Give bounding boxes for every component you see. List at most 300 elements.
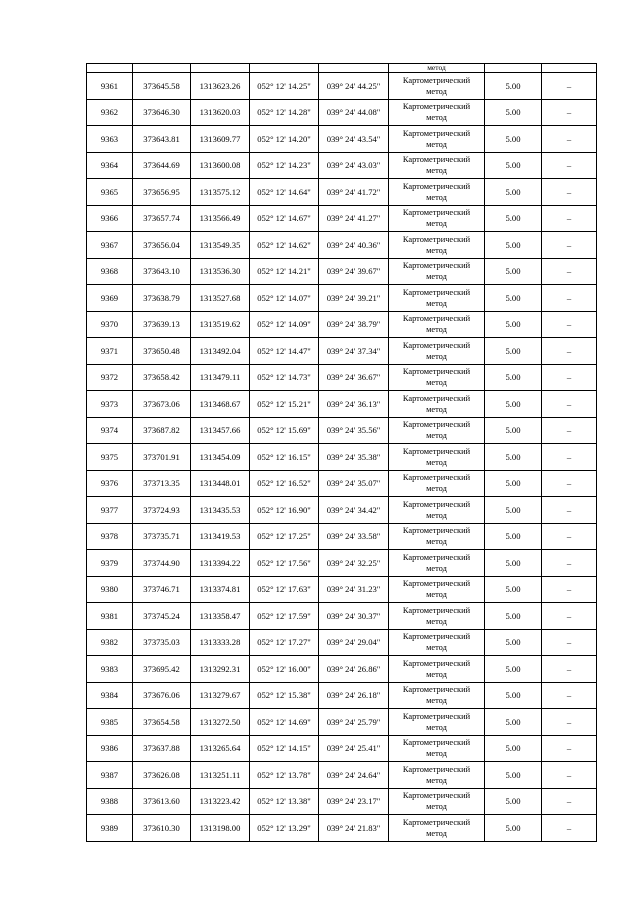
cell-accuracy: 5.00 xyxy=(485,417,542,444)
cell-x: 373673.06 xyxy=(133,391,191,418)
cell-x: 373637.88 xyxy=(133,735,191,762)
cell-number: 9380 xyxy=(87,576,133,603)
cell-y: 1313600.08 xyxy=(191,152,250,179)
cell-latitude: 052° 12' 14.28" xyxy=(250,99,319,126)
method-line-1: Картометрический xyxy=(402,526,471,536)
cell-x: 373610.30 xyxy=(133,815,191,842)
cell-number: 9361 xyxy=(87,73,133,100)
table-row xyxy=(87,470,597,497)
cell-y: 1313549.35 xyxy=(191,232,250,259)
cell-number: 9373 xyxy=(87,391,133,418)
cell-method xyxy=(389,126,485,153)
method-line-2: метод xyxy=(426,590,447,600)
method-line-2: метод xyxy=(426,219,447,229)
cell-method xyxy=(389,656,485,683)
cell-accuracy: 5.00 xyxy=(485,73,542,100)
cell-latitude: 052° 12' 14.69" xyxy=(250,709,319,736)
cell-note: – xyxy=(542,258,597,285)
cell-y xyxy=(191,64,250,73)
method-line-2: метод xyxy=(426,696,447,706)
cell-latitude: 052° 12' 14.67" xyxy=(250,205,319,232)
method-line-2: метод xyxy=(426,775,447,785)
cell-accuracy: 5.00 xyxy=(485,444,542,471)
cell-method xyxy=(389,815,485,842)
cell-y: 1313527.68 xyxy=(191,285,250,312)
cell-x: 373687.82 xyxy=(133,417,191,444)
cell-y: 1313457.66 xyxy=(191,417,250,444)
cell-latitude xyxy=(250,64,319,73)
cell-accuracy: 5.00 xyxy=(485,258,542,285)
cell-number: 9372 xyxy=(87,364,133,391)
cell-y: 1313374.81 xyxy=(191,576,250,603)
cell-y: 1313620.03 xyxy=(191,99,250,126)
method-line-2: метод xyxy=(426,325,447,335)
cell-longitude: 039° 24' 44.25" xyxy=(319,73,389,100)
method-line-1: Картометрический xyxy=(402,738,471,748)
cell-number: 9383 xyxy=(87,656,133,683)
method-line-1: Картометрический xyxy=(402,75,471,85)
cell-note: – xyxy=(542,417,597,444)
cell-number: 9388 xyxy=(87,788,133,815)
cell-number: 9369 xyxy=(87,285,133,312)
table-row xyxy=(87,73,597,100)
cell-number: 9363 xyxy=(87,126,133,153)
cell-latitude: 052° 12' 14.25" xyxy=(250,73,319,100)
cell-note: – xyxy=(542,285,597,312)
method-line-2: метод xyxy=(426,272,447,282)
method-line-1: Картометрический xyxy=(402,181,471,191)
method-line-2: метод xyxy=(426,245,447,255)
method-line-2: метод xyxy=(426,643,447,653)
cell-latitude: 052° 12' 17.27" xyxy=(250,629,319,656)
cell-method xyxy=(389,444,485,471)
cell-method xyxy=(389,470,485,497)
cell-note: – xyxy=(542,603,597,630)
cell-note: – xyxy=(542,762,597,789)
cell-x: 373650.48 xyxy=(133,338,191,365)
cell-x: 373643.10 xyxy=(133,258,191,285)
cell-note: – xyxy=(542,576,597,603)
cell-method xyxy=(389,232,485,259)
cell-y: 1313454.09 xyxy=(191,444,250,471)
cell-note: – xyxy=(542,391,597,418)
cell-longitude: 039° 24' 31.23" xyxy=(319,576,389,603)
method-line-2: метод xyxy=(426,192,447,202)
cell-longitude: 039° 24' 30.37" xyxy=(319,603,389,630)
table-row xyxy=(87,497,597,524)
table-row xyxy=(87,788,597,815)
cell-method xyxy=(389,285,485,312)
cell-number: 9377 xyxy=(87,497,133,524)
method-line-1: Картометрический xyxy=(402,208,471,218)
cell-method xyxy=(389,603,485,630)
table-row xyxy=(87,735,597,762)
table-row xyxy=(87,550,597,577)
cell-accuracy: 5.00 xyxy=(485,735,542,762)
cell-number: 9364 xyxy=(87,152,133,179)
cell-accuracy: 5.00 xyxy=(485,338,542,365)
cell-longitude: 039° 24' 38.79" xyxy=(319,311,389,338)
cell-accuracy: 5.00 xyxy=(485,603,542,630)
cell-x: 373656.95 xyxy=(133,179,191,206)
cell-method xyxy=(389,99,485,126)
table-row xyxy=(87,417,597,444)
cell-longitude: 039° 24' 32.25" xyxy=(319,550,389,577)
cell-number: 9368 xyxy=(87,258,133,285)
cell-method xyxy=(389,311,485,338)
cell-number: 9367 xyxy=(87,232,133,259)
cell-latitude: 052° 12' 14.15" xyxy=(250,735,319,762)
cell-note: – xyxy=(542,709,597,736)
method-line-1: Картометрический xyxy=(402,685,471,695)
method-line-2: метод xyxy=(426,669,447,679)
cell-longitude: 039° 24' 37.34" xyxy=(319,338,389,365)
cell-latitude: 052° 12' 14.64" xyxy=(250,179,319,206)
table-row xyxy=(87,444,597,471)
cell-longitude: 039° 24' 35.56" xyxy=(319,417,389,444)
table-row xyxy=(87,258,597,285)
table-row xyxy=(87,576,597,603)
table-row xyxy=(87,603,597,630)
cell-accuracy: 5.00 xyxy=(485,576,542,603)
cell-accuracy: 5.00 xyxy=(485,523,542,550)
cell-accuracy: 5.00 xyxy=(485,152,542,179)
method-line-1: Картометрический xyxy=(402,446,471,456)
cell-accuracy: 5.00 xyxy=(485,709,542,736)
cell-y: 1313394.22 xyxy=(191,550,250,577)
cell-number: 9379 xyxy=(87,550,133,577)
cell-latitude: 052° 12' 16.52" xyxy=(250,470,319,497)
cell-note: – xyxy=(542,682,597,709)
table-row xyxy=(87,656,597,683)
cell-accuracy: 5.00 xyxy=(485,682,542,709)
cell-number: 9374 xyxy=(87,417,133,444)
method-line-1: Картометрический xyxy=(402,314,471,324)
method-line-2: метод xyxy=(426,139,447,149)
cell-longitude: 039° 24' 35.38" xyxy=(319,444,389,471)
cell-method xyxy=(389,629,485,656)
cell-accuracy: 5.00 xyxy=(485,99,542,126)
cell-longitude: 039° 24' 36.67" xyxy=(319,364,389,391)
table-row xyxy=(87,391,597,418)
cell-x xyxy=(133,64,191,73)
cell-y: 1313358.47 xyxy=(191,603,250,630)
cell-y: 1313198.00 xyxy=(191,815,250,842)
cell-x: 373724.93 xyxy=(133,497,191,524)
table-row xyxy=(87,179,597,206)
cell-note: – xyxy=(542,205,597,232)
method-line-1: Картометрический xyxy=(402,155,471,165)
cell-accuracy: 5.00 xyxy=(485,391,542,418)
cell-note: – xyxy=(542,523,597,550)
cell-method xyxy=(389,391,485,418)
cell-x: 373657.74 xyxy=(133,205,191,232)
method-line-1: Картометрический xyxy=(402,367,471,377)
cell-number: 9385 xyxy=(87,709,133,736)
method-line-1: Картометрический xyxy=(402,234,471,244)
cell-note: – xyxy=(542,99,597,126)
cell-number: 9387 xyxy=(87,762,133,789)
cell-longitude: 039° 24' 36.13" xyxy=(319,391,389,418)
cell-longitude: 039° 24' 24.64" xyxy=(319,762,389,789)
table-row xyxy=(87,682,597,709)
cell-y: 1313468.67 xyxy=(191,391,250,418)
cell-accuracy: 5.00 xyxy=(485,815,542,842)
cell-number: 9362 xyxy=(87,99,133,126)
cell-y: 1313536.30 xyxy=(191,258,250,285)
cell-latitude: 052° 12' 14.07" xyxy=(250,285,319,312)
method-line-1: Картометрический xyxy=(402,764,471,774)
table-row xyxy=(87,285,597,312)
cell-note: – xyxy=(542,497,597,524)
cell-note: – xyxy=(542,629,597,656)
table-row xyxy=(87,709,597,736)
table-body xyxy=(87,64,597,842)
cell-x: 373746.71 xyxy=(133,576,191,603)
cell-method xyxy=(389,417,485,444)
cell-accuracy: 5.00 xyxy=(485,179,542,206)
cell-latitude: 052° 12' 14.73" xyxy=(250,364,319,391)
method-line-2: метод xyxy=(426,298,447,308)
cell-x: 373735.03 xyxy=(133,629,191,656)
cell-latitude: 052° 12' 16.00" xyxy=(250,656,319,683)
method-line-2: метод xyxy=(426,749,447,759)
cell-latitude: 052° 12' 16.15" xyxy=(250,444,319,471)
cell-note: – xyxy=(542,232,597,259)
cell-method xyxy=(389,576,485,603)
cell-note: – xyxy=(542,470,597,497)
cell-number: 9382 xyxy=(87,629,133,656)
cell-latitude: 052° 12' 17.25" xyxy=(250,523,319,550)
cell-method xyxy=(389,762,485,789)
method-line-2: метод xyxy=(426,86,447,96)
method-line-1: Картометрический xyxy=(402,605,471,615)
cell-latitude: 052° 12' 14.09" xyxy=(250,311,319,338)
cell-number: 9386 xyxy=(87,735,133,762)
cell-y: 1313292.31 xyxy=(191,656,250,683)
cell-method xyxy=(389,788,485,815)
method-line-2: метод xyxy=(426,404,447,414)
cell-note: – xyxy=(542,735,597,762)
cell-longitude: 039° 24' 26.86" xyxy=(319,656,389,683)
cell-longitude: 039° 24' 33.58" xyxy=(319,523,389,550)
cell-number: 9384 xyxy=(87,682,133,709)
method-line-2: метод xyxy=(426,802,447,812)
method-line-2: метод xyxy=(426,828,447,838)
cell-note: – xyxy=(542,338,597,365)
cell-y: 1313575.12 xyxy=(191,179,250,206)
cell-x: 373643.81 xyxy=(133,126,191,153)
cell-longitude: 039° 24' 23.17" xyxy=(319,788,389,815)
table-row xyxy=(87,523,597,550)
cell-y: 1313492.04 xyxy=(191,338,250,365)
method-line-1: Картометрический xyxy=(402,579,471,589)
cell-x: 373654.58 xyxy=(133,709,191,736)
cell-y: 1313333.28 xyxy=(191,629,250,656)
cell-note: – xyxy=(542,179,597,206)
cell-method xyxy=(389,709,485,736)
cell-y: 1313479.11 xyxy=(191,364,250,391)
cell-x: 373644.69 xyxy=(133,152,191,179)
cell-x: 373638.79 xyxy=(133,285,191,312)
method-line-1: Картометрический xyxy=(402,632,471,642)
cell-x: 373695.42 xyxy=(133,656,191,683)
cell-latitude: 052° 12' 15.38" xyxy=(250,682,319,709)
cell-latitude: 052° 12' 14.21" xyxy=(250,258,319,285)
cell-longitude: 039° 24' 29.04" xyxy=(319,629,389,656)
cell-accuracy: 5.00 xyxy=(485,126,542,153)
cell-note: – xyxy=(542,656,597,683)
table-row xyxy=(87,99,597,126)
cell-x: 373701.91 xyxy=(133,444,191,471)
method-line-2: метод xyxy=(426,510,447,520)
cell-number: 9381 xyxy=(87,603,133,630)
method-line-1: Картометрический xyxy=(402,791,471,801)
cell-accuracy: 5.00 xyxy=(485,205,542,232)
cell-note: – xyxy=(542,152,597,179)
table-row xyxy=(87,815,597,842)
cell-accuracy: 5.00 xyxy=(485,788,542,815)
cell-x: 373658.42 xyxy=(133,364,191,391)
cell-latitude: 052° 12' 14.23" xyxy=(250,152,319,179)
cell-y: 1313419.53 xyxy=(191,523,250,550)
method-line-2: метод xyxy=(426,351,447,361)
cell-x: 373645.58 xyxy=(133,73,191,100)
cell-x: 373676.06 xyxy=(133,682,191,709)
cell-accuracy xyxy=(485,64,542,73)
cell-x: 373613.60 xyxy=(133,788,191,815)
method-line-1: Картометрический xyxy=(402,552,471,562)
method-line-2: метод xyxy=(426,166,447,176)
method-line-1: Картометрический xyxy=(402,499,471,509)
cell-y: 1313623.26 xyxy=(191,73,250,100)
cell-y: 1313566.49 xyxy=(191,205,250,232)
cell-method xyxy=(389,73,485,100)
cell-y: 1313251.11 xyxy=(191,762,250,789)
method-line-1: Картометрический xyxy=(402,128,471,138)
method-line-2: метод xyxy=(426,113,447,123)
cell-longitude: 039° 24' 43.03" xyxy=(319,152,389,179)
cell-longitude xyxy=(319,64,389,73)
cell-note: – xyxy=(542,73,597,100)
cell-y: 1313609.77 xyxy=(191,126,250,153)
cell-accuracy: 5.00 xyxy=(485,285,542,312)
cell-note: – xyxy=(542,788,597,815)
cell-latitude: 052° 12' 15.21" xyxy=(250,391,319,418)
cell-longitude: 039° 24' 40.36" xyxy=(319,232,389,259)
cell-y: 1313448.01 xyxy=(191,470,250,497)
cell-number: 9375 xyxy=(87,444,133,471)
cell-note: – xyxy=(542,815,597,842)
cell-note: – xyxy=(542,364,597,391)
cell-number xyxy=(87,64,133,73)
method-line-1: Картометрический xyxy=(402,658,471,668)
table-row xyxy=(87,364,597,391)
cell-longitude: 039° 24' 41.27" xyxy=(319,205,389,232)
cell-note xyxy=(542,64,597,73)
method-line-2: метод xyxy=(426,563,447,573)
method-line-1: Картометрический xyxy=(402,817,471,827)
cell-accuracy: 5.00 xyxy=(485,232,542,259)
cell-note: – xyxy=(542,444,597,471)
cell-latitude: 052° 12' 14.47" xyxy=(250,338,319,365)
method-line-1: Картометрический xyxy=(402,420,471,430)
cell-longitude: 039° 24' 39.67" xyxy=(319,258,389,285)
method-line-1: Картометрический xyxy=(402,340,471,350)
cell-accuracy: 5.00 xyxy=(485,656,542,683)
cell-accuracy: 5.00 xyxy=(485,629,542,656)
cell-number: 9371 xyxy=(87,338,133,365)
cell-x: 373626.08 xyxy=(133,762,191,789)
cell-latitude: 052° 12' 13.29" xyxy=(250,815,319,842)
cell-note: – xyxy=(542,550,597,577)
cell-method xyxy=(389,258,485,285)
cell-longitude: 039° 24' 35.07" xyxy=(319,470,389,497)
table-row xyxy=(87,338,597,365)
cell-number: 9376 xyxy=(87,470,133,497)
cell-method xyxy=(389,338,485,365)
cell-accuracy: 5.00 xyxy=(485,762,542,789)
cell-method xyxy=(389,152,485,179)
method-line-2: метод xyxy=(426,484,447,494)
cell-y: 1313265.64 xyxy=(191,735,250,762)
cell-y: 1313272.50 xyxy=(191,709,250,736)
cell-number: 9378 xyxy=(87,523,133,550)
table-row xyxy=(87,152,597,179)
cell-y: 1313519.62 xyxy=(191,311,250,338)
cell-method xyxy=(389,497,485,524)
method-line-2: метод xyxy=(426,457,447,467)
cell-longitude: 039° 24' 21.83" xyxy=(319,815,389,842)
cell-note: – xyxy=(542,126,597,153)
cell-x: 373735.71 xyxy=(133,523,191,550)
cell-method xyxy=(389,205,485,232)
cell-latitude: 052° 12' 17.56" xyxy=(250,550,319,577)
method-line-2: метод xyxy=(426,722,447,732)
cell-longitude: 039° 24' 25.79" xyxy=(319,709,389,736)
cell-latitude: 052° 12' 17.63" xyxy=(250,576,319,603)
cell-method: метод xyxy=(389,64,485,73)
cell-accuracy: 5.00 xyxy=(485,470,542,497)
cell-number: 9366 xyxy=(87,205,133,232)
cell-accuracy: 5.00 xyxy=(485,497,542,524)
coordinates-table xyxy=(86,63,597,842)
cell-method xyxy=(389,364,485,391)
method-line-2: метод xyxy=(426,431,447,441)
cell-x: 373646.30 xyxy=(133,99,191,126)
table-row xyxy=(87,205,597,232)
table-row xyxy=(87,762,597,789)
method-line-1: Картометрический xyxy=(402,102,471,112)
cell-y: 1313279.67 xyxy=(191,682,250,709)
cell-longitude: 039° 24' 26.18" xyxy=(319,682,389,709)
cell-latitude: 052° 12' 14.62" xyxy=(250,232,319,259)
cell-accuracy: 5.00 xyxy=(485,364,542,391)
method-line-2: метод xyxy=(426,537,447,547)
cell-longitude: 039° 24' 44.08" xyxy=(319,99,389,126)
cell-x: 373744.90 xyxy=(133,550,191,577)
cell-method xyxy=(389,523,485,550)
cell-number: 9389 xyxy=(87,815,133,842)
cell-y: 1313223.42 xyxy=(191,788,250,815)
table-row xyxy=(87,126,597,153)
cell-y: 1313435.53 xyxy=(191,497,250,524)
method-line-1: Картометрический xyxy=(402,711,471,721)
table-row xyxy=(87,232,597,259)
cell-accuracy: 5.00 xyxy=(485,550,542,577)
cell-accuracy: 5.00 xyxy=(485,311,542,338)
cell-method xyxy=(389,682,485,709)
